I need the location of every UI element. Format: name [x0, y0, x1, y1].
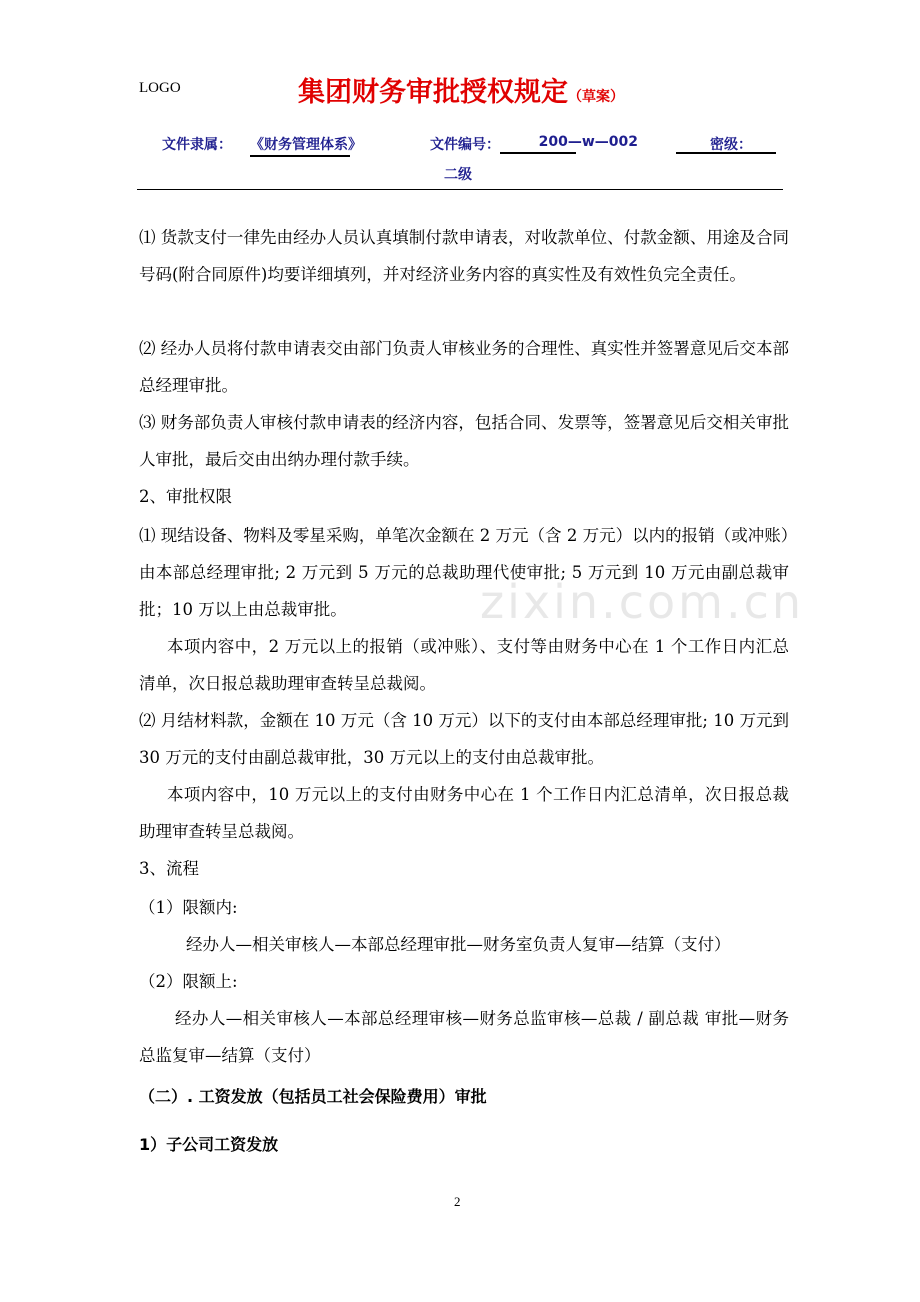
document-title: [298, 70, 624, 109]
security-label: 密级：: [710, 137, 752, 153]
security-underline: [676, 152, 776, 154]
section-salary-approval: （二）. 工资发放（包括员工社会保险费用）审批: [139, 1087, 487, 1106]
logo: LOGO: [139, 80, 181, 96]
paragraph-finance-review: ⑶ 财务部负责人审核付款申请表的经济内容，包括合同、发票等，签署意见后交相关审批人审批，最后交由出纳办理付款手续。: [139, 413, 789, 469]
heading-process: 3、流程: [139, 859, 199, 878]
doc-number-label: 文件编号：: [430, 137, 500, 153]
heading-approval-authority: 2、审批权限: [139, 487, 232, 506]
flow-over-limit-label: （2）限额上:: [139, 972, 238, 991]
watermark: zixin.com.cn: [480, 575, 805, 629]
paragraph-monthly-material: ⑵ 月结材料款，金额在 10 万元（含 10 万元）以下的支付由本部总经理审批; 10 万元到 30 万元的支付由副总裁审批，30 万元以上的支付由总裁审批。: [139, 711, 789, 767]
doc-number-value: 200—w—002: [538, 134, 638, 150]
flow-within-limit: 经办人—相关审核人—本部总经理审批—财务室负责人复审—结算（支付）: [186, 935, 731, 954]
title-text: 集团财务审批授权规定: [298, 77, 568, 108]
paragraph-cash-purchase-note: 本项内容中，2 万元以上的报销（或冲账）、支付等由财务中心在 1 个工作日内汇总清单，次日报总裁助理审查转呈总裁阅。: [139, 637, 789, 693]
affiliation-label: 文件隶属：: [162, 137, 232, 153]
affiliation-value: 《财务管理体系》: [250, 134, 350, 157]
security-value: 二级: [444, 167, 472, 183]
doc-number-underline: [500, 152, 576, 154]
draft-label: （草案）: [568, 89, 624, 105]
flow-within-limit-label: （1）限额内:: [139, 898, 238, 917]
flow-over-limit: 经办人—相关审核人—本部总经理审核—财务总监审核—总裁 / 副总裁 审批—财务总监复审—结算（支付）: [139, 1009, 789, 1065]
paragraph-monthly-material-note: 本项内容中，10 万元以上的支付由财务中心在 1 个工作日内汇总清单，次日报总裁助理审查转呈总裁阅。: [139, 785, 789, 841]
subsection-subsidiary-salary: 1）子公司工资发放: [139, 1135, 279, 1154]
paragraph-cash-purchase: ⑴ 现结设备、物料及零星采购，单笔次金额在 2 万元（含 2 万元）以内的报销（或冲账）由本部总经理审批; 2 万元到 5 万元的总裁助理代使审批; 5 万元到 10 万元由副总裁审批；10 万以上由总裁审批。: [139, 526, 789, 619]
paragraph-department-review: ⑵ 经办人员将付款申请表交由部门负责人审核业务的合理性、真实性并签署意见后交本部总经理审批。: [139, 339, 789, 395]
page-number: 2: [454, 1194, 461, 1209]
header-divider: [137, 189, 783, 190]
paragraph-payment-application: ⑴ 货款支付一律先由经办人员认真填制付款申请表，对收款单位、付款金额、用途及合同号码(附合同原件)均要详细填列，并对经济业务内容的真实性及有效性负完全责任。: [139, 228, 789, 284]
